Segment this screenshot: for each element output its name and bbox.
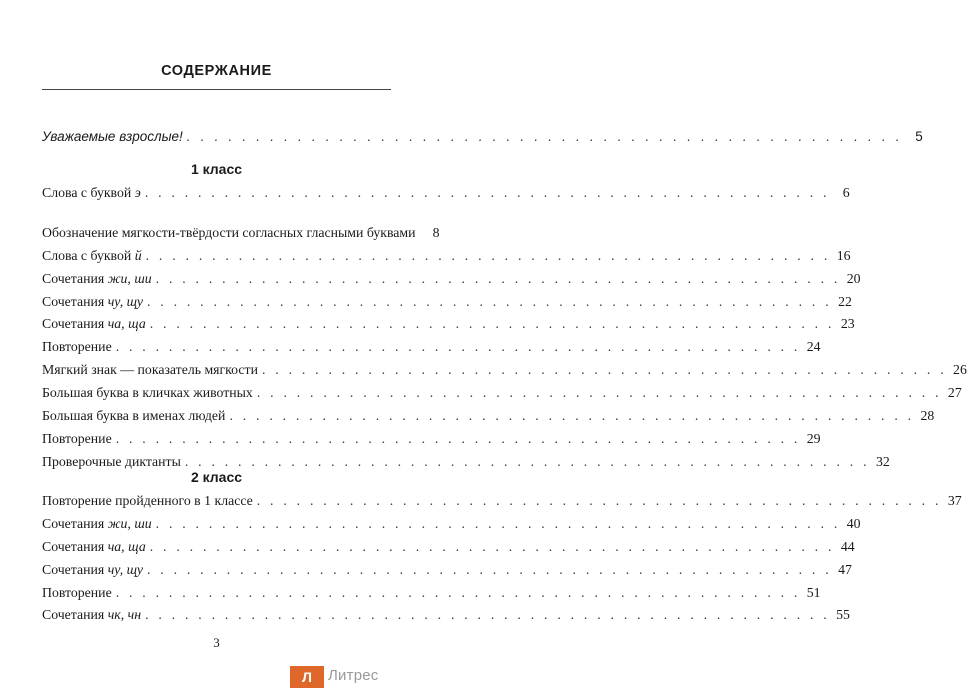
toc-entry-page: 44	[840, 538, 855, 554]
toc-entry-title: Сочетания чу, щу	[42, 293, 143, 309]
toc-entry[interactable]	[42, 430, 821, 447]
toc-entry[interactable]	[42, 407, 935, 424]
toc-leader-dots	[156, 515, 841, 532]
toc-entry-title: Сочетания чк, чн	[42, 607, 142, 623]
toc-entry-emphasis: й	[134, 247, 142, 263]
toc-leader-dots	[262, 361, 947, 378]
toc-entry[interactable]	[42, 538, 855, 555]
toc-entry-page: 26	[953, 362, 967, 378]
title-rule	[42, 89, 391, 90]
toc-entry-emphasis: жи, ши	[107, 515, 152, 531]
toc-entry[interactable]	[42, 492, 962, 509]
toc-entry-emphasis: ча, ща	[107, 538, 146, 554]
toc-entry[interactable]	[42, 606, 850, 623]
toc-entry-page: 8	[432, 224, 440, 240]
toc-leader-dots	[257, 384, 942, 401]
toc-entry-title: Слова с буквой й	[42, 247, 142, 263]
toc-entry[interactable]	[42, 584, 821, 601]
toc-leader-dots	[147, 561, 832, 578]
toc-grade1-list	[42, 184, 967, 476]
toc-entry[interactable]	[42, 293, 852, 310]
toc-entry-title: Проверочные диктанты	[42, 453, 181, 469]
litres-watermark-text: Литрес	[328, 667, 379, 684]
toc-entry-page: 40	[846, 515, 861, 531]
toc-entry[interactable]	[42, 384, 962, 401]
toc-entry-title: Сочетания чу, щу	[42, 561, 143, 577]
toc-entry-emphasis: э	[134, 185, 141, 200]
toc-leader-dots	[229, 407, 914, 424]
toc-entry-title: Повторение пройденного в 1 классе	[42, 493, 253, 508]
toc-entry-intro[interactable]	[42, 128, 923, 145]
toc-entry[interactable]	[42, 338, 821, 355]
toc-leader-dots	[150, 315, 835, 332]
toc-entry-page: 27	[947, 385, 962, 401]
toc-leader-dots	[116, 430, 801, 447]
toc-entry[interactable]	[42, 515, 861, 532]
toc-leader-dots	[150, 538, 835, 555]
toc-entry-emphasis: чу, щу	[107, 293, 143, 309]
toc-entry-page: 24	[806, 339, 821, 355]
toc-entry-title: Мягкий знак — показатель мягкости	[42, 362, 258, 378]
toc-entry-page: 5	[915, 129, 923, 144]
toc-entry-emphasis: чк, чн	[107, 607, 142, 623]
toc-entry-title: Большая буква в кличках животных	[42, 385, 253, 401]
toc-entry-page: 32	[875, 453, 890, 469]
toc-entry-title: Обозначение мягкости-твёрдости согласных гласными буквами	[42, 224, 416, 240]
toc-leader-dots	[147, 293, 832, 310]
toc-entry-title: Сочетания жи, ши	[42, 515, 152, 531]
toc-entry-title: Уважаемые взрослые!	[42, 129, 183, 144]
toc-leader-dots	[116, 338, 801, 355]
toc-leader-dots	[257, 492, 942, 509]
toc-entry-page: 29	[806, 430, 821, 446]
toc-entry-page: 37	[947, 493, 962, 508]
page-title: СОДЕРЖАНИЕ	[161, 63, 272, 79]
litres-logo-icon: Л	[290, 666, 324, 688]
toc-entry-title: Повторение	[42, 584, 112, 600]
toc-entry-page: 23	[840, 316, 855, 332]
toc-entry-title: Большая буква в именах людей	[42, 408, 226, 424]
toc-entry[interactable]	[42, 184, 850, 201]
toc-entry-page: 16	[836, 247, 851, 263]
toc-grade2-list	[42, 492, 962, 629]
toc-entry-title: Повторение	[42, 339, 112, 355]
toc-entry-page: 22	[838, 293, 852, 309]
toc-leader-dots	[116, 584, 801, 601]
toc-entry-page: 55	[836, 607, 850, 623]
toc-entry[interactable]	[42, 453, 890, 470]
toc-leader-dots	[187, 128, 903, 145]
toc-entry-title: Сочетания ча, ща	[42, 538, 146, 554]
toc-entry[interactable]	[42, 247, 851, 264]
toc-leader-dots	[145, 184, 830, 201]
toc-entry-emphasis: чу, щу	[107, 561, 143, 577]
toc-entry-page: 28	[920, 408, 935, 424]
toc-entry-page: 51	[806, 584, 821, 600]
toc-leader-dots	[156, 270, 841, 287]
toc-entry[interactable]	[42, 361, 967, 378]
toc-entry-title: Сочетания ча, ща	[42, 316, 146, 332]
toc-entry-page: 47	[838, 561, 852, 577]
toc-entry-title: Слова с буквой э	[42, 185, 141, 200]
toc-entry-title: Повторение	[42, 430, 112, 446]
toc-entry-title: Сочетания жи, ши	[42, 270, 152, 286]
toc-entry[interactable]	[42, 207, 440, 241]
toc-leader-dots	[146, 247, 831, 264]
page-number: 3	[213, 635, 220, 650]
section-heading-grade2: 2 класс	[190, 469, 243, 485]
toc-intro	[42, 128, 923, 151]
toc-entry[interactable]	[42, 270, 861, 287]
toc-entry-emphasis: ча, ща	[107, 316, 146, 332]
toc-entry-emphasis: жи, ши	[107, 270, 152, 286]
toc-entry[interactable]	[42, 315, 855, 332]
toc-entry-page: 20	[846, 270, 861, 286]
toc-leader-dots	[145, 606, 830, 623]
toc-entry[interactable]	[42, 561, 852, 578]
toc-entry-page: 6	[842, 185, 850, 200]
toc-leader-dots	[185, 453, 870, 470]
section-heading-grade1: 1 класс	[190, 161, 243, 177]
